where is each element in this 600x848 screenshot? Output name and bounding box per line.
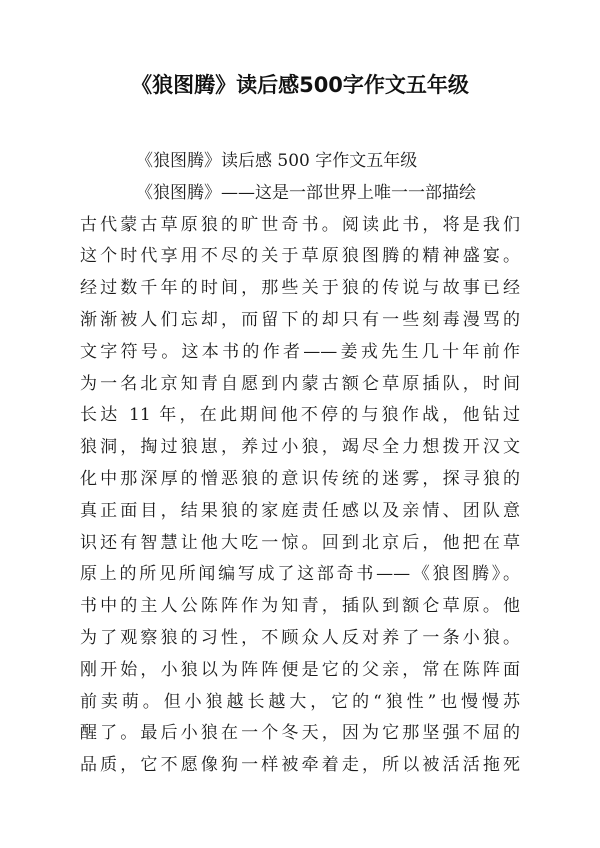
paragraph-line: 书中的主人公陈阵作为知青，插队到额仑草原。他	[80, 596, 520, 617]
paragraph-line: 为一名北京知青自愿到内蒙古额仑草原插队，时间	[80, 373, 520, 394]
paragraph-line: 原上的所见所闻编写成了这部奇书——《狼图腾》。	[80, 564, 520, 585]
paragraph-line: 真正面目，结果狼的家庭责任感以及亲情、团队意	[80, 500, 520, 521]
paragraph-line: 长达 11 年，在此期间他不停的与狼作战，他钻过	[80, 405, 520, 426]
paragraph-line: 这个时代享用不尽的关于草原狼图腾的精神盛宴。	[80, 246, 520, 267]
paragraph-line: 识还有智慧让他大吃一惊。回到北京后，他把在草	[80, 532, 520, 553]
paragraph-line: 古代蒙古草原狼的旷世奇书。阅读此书，将是我们	[80, 214, 520, 235]
paragraph-line: 醒了。最后小狼在一个冬天，因为它那坚强不屈的	[80, 723, 520, 744]
paragraph-line: 化中那深厚的憎恶狼的意识传统的迷雾，探寻狼的	[80, 468, 520, 489]
paragraph-line: 刚开始，小狼以为阵阵便是它的父亲，常在陈阵面	[80, 659, 520, 680]
paragraph-line: 《狼图腾》——这是一部世界上唯一一部描绘	[136, 182, 476, 203]
document-title: 《狼图腾》读后感500字作文五年级	[131, 73, 469, 97]
document-subtitle: 《狼图腾》读后感 500 字作文五年级	[136, 151, 418, 171]
paragraph-line: 渐渐被人们忘却，而留下的却只有一些刻毒漫骂的	[80, 309, 520, 330]
paragraph-line: 经过数千年的时间，那些关于狼的传说与故事已经	[80, 278, 520, 299]
paragraph-line: 前卖萌。但小狼越长越大，它的“狼性”也慢慢苏	[80, 691, 520, 712]
paragraph-line: 狼洞，掏过狼崽，养过小狼，竭尽全力想拨开汉文	[80, 437, 520, 458]
document-body	[80, 146, 520, 782]
paragraph-line: 文字符号。这本书的作者——姜戎先生几十年前作	[80, 341, 520, 362]
paragraph-line: 品质，它不愿像狗一样被牵着走，所以被活活拖死	[80, 755, 520, 776]
paragraph-line: 为了观察狼的习性，不顾众人反对养了一条小狼。	[80, 627, 520, 648]
